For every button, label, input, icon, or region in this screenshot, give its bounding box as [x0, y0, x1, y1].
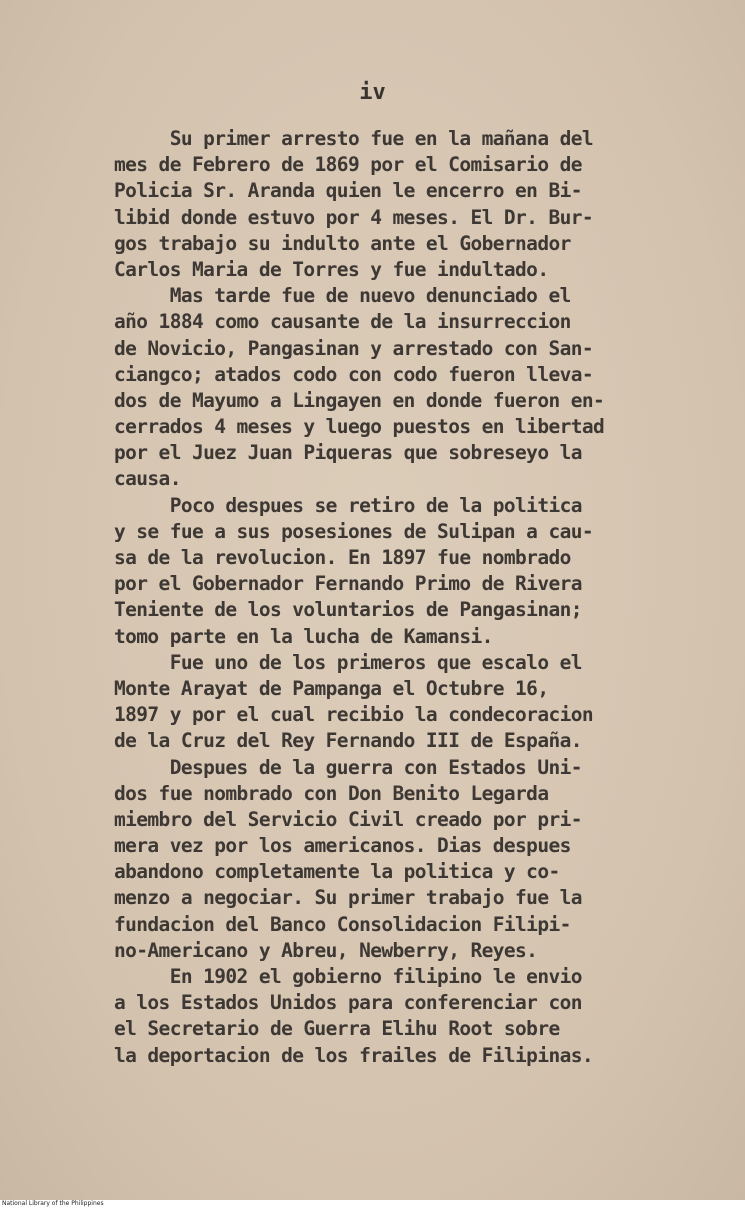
text-line: por el Juez Juan Piqueras que sobreseyo la: [114, 441, 582, 465]
text-line: fundacion del Banco Consolidacion Filipi-: [114, 912, 571, 936]
text-line: a los Estados Unidos para conferenciar con: [114, 991, 582, 1015]
text-line: Mas tarde fue de nuevo denunciado el: [114, 284, 571, 308]
text-line: mera vez por los americanos. Dias despues: [114, 834, 571, 858]
text-line: Policia Sr. Aranda quien le encerro en Bi-: [114, 179, 582, 203]
text-line: En 1902 el gobierno filipino le envio: [114, 965, 582, 988]
text-line: Fue uno de los primeros que escalo el: [114, 650, 582, 674]
text-line: Teniente de los voluntarios de Pangasinan;: [114, 598, 582, 622]
text-line: Poco despues se retiro de la politica: [114, 493, 582, 517]
text-line: y se fue a sus posesiones de Sulipan a cau-: [114, 519, 594, 543]
page-number: iv: [359, 80, 386, 105]
text-line: no-Americano y Abreu, Newberry, Reyes.: [114, 938, 538, 962]
footer-credit: National Library of the Philippines: [2, 1200, 104, 1207]
text-line: menzo a negociar. Su primer trabajo fue la: [114, 886, 582, 910]
text-line: año 1884 como causante de la insurreccion: [114, 310, 571, 334]
text-line: gos trabajo su indulto ante el Gobernador: [114, 231, 571, 255]
typed-text-body: [114, 126, 714, 1069]
text-line: Su primer arresto fue en la mañana del: [114, 127, 594, 150]
text-line: cerrados 4 meses y luego puestos en libertad: [114, 415, 605, 439]
text-line: ciangco; atados codo con codo fueron lleva-: [114, 362, 594, 386]
text-line: dos de Mayumo a Lingayen en donde fueron en-: [114, 388, 605, 412]
text-line: de Novicio, Pangasinan y arrestado con San-: [114, 336, 594, 360]
text-line: por el Gobernador Fernando Primo de Rivera: [114, 572, 582, 596]
text-line: libid donde estuvo por 4 meses. El Dr. Bur-: [114, 205, 594, 229]
text-line: sa de la revolucion. En 1897 fue nombrado: [114, 546, 571, 569]
text-line: de la Cruz del Rey Fernando III de España.: [114, 729, 582, 753]
text-line: Despues de la guerra con Estados Uni-: [114, 755, 582, 779]
text-line: dos fue nombrado con Don Benito Legarda: [114, 781, 549, 805]
text-line: la deportacion de los frailes de Filipinas.: [114, 1043, 594, 1067]
text-line: miembro del Servicio Civil creado por pri-: [114, 807, 582, 831]
text-line: causa.: [114, 467, 181, 491]
text-line: Monte Arayat de Pampanga el Octubre 16,: [114, 676, 549, 700]
text-line: mes de Febrero de 1869 por el Comisario de: [114, 153, 582, 177]
text-line: tomo parte en la lucha de Kamansi.: [114, 624, 493, 648]
text-line: 1897 y por el cual recibio la condecoracion: [114, 703, 594, 727]
text-line: abandono completamente la politica y co-: [114, 860, 560, 884]
text-line: Carlos Maria de Torres y fue indultado.: [114, 257, 549, 281]
text-line: el Secretario de Guerra Elihu Root sobre: [114, 1017, 560, 1041]
